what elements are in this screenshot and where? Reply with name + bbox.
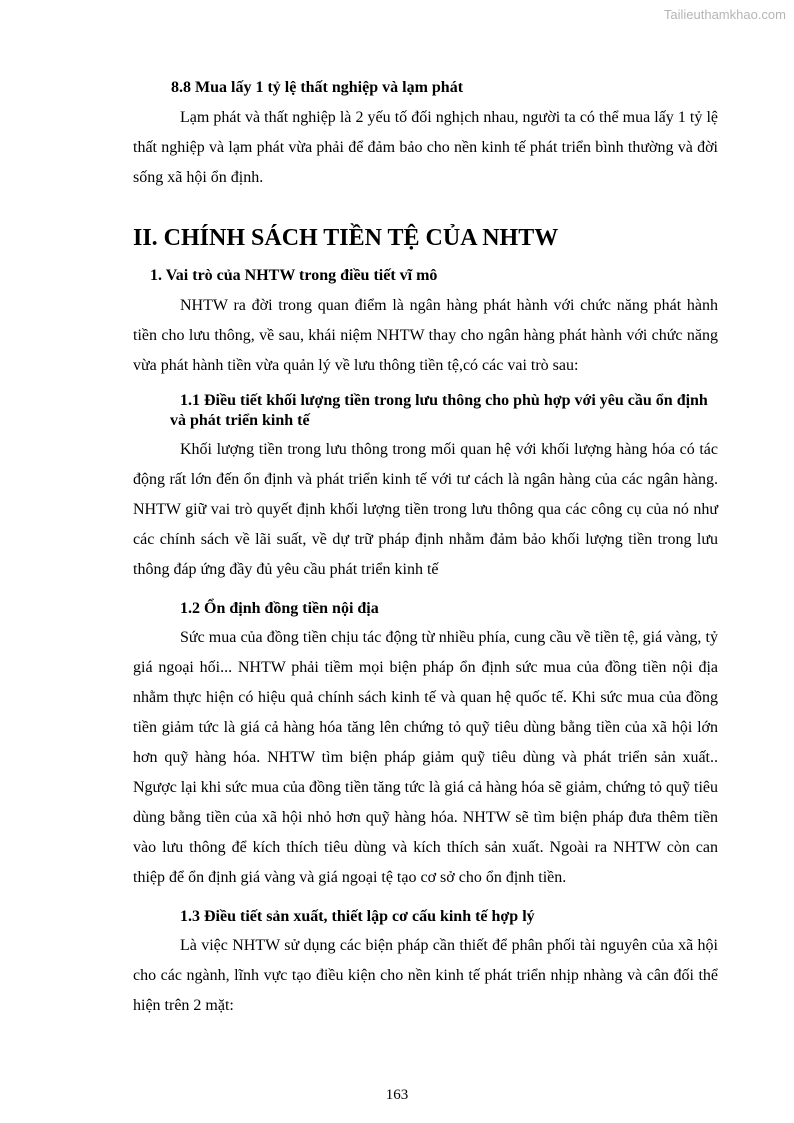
watermark: Tailieuthamkhao.com: [663, 7, 786, 22]
page-number: 163: [385, 1087, 409, 1103]
section-1-heading: 1. Vai trò của NHTW trong điều tiết vĩ mô: [150, 267, 438, 284]
section-8-8-heading: 8.8 Mua lấy 1 tỷ lệ thất nghiệp và lạm phát: [171, 79, 464, 96]
page-content: [133, 78, 718, 1021]
section-1-3-heading: 1.3 Điều tiết sản xuất, thiết lập cơ cấu kinh tế hợp lý: [180, 908, 535, 925]
section-1-2-paragraph: Sức mua của đồng tiền chịu tác động từ nhiều phía, cung cầu về tiền tệ, giá vàng, tỷ giá ngoại hối... NHTW phải tiềm mọi biện pháp ổn định sức mua của đồng tiền nội địa nhằm thực hiện có hiệu quả chính sách kinh tế và quan hệ quốc tế. Khi sức mua của đồng tiền giảm tức là giá cả hàng hóa tăng lên chứng tỏ quỹ tiêu dùng bằng tiền của xã hội lớn hơn quỹ hàng hóa. NHTW tìm biện pháp giảm quỹ tiêu dùng và phát triển sản xuất.. Ngược lại khi sức mua của đồng tiền tăng tức là giá cả hàng hóa sẽ giảm, chứng tỏ quỹ tiêu dùng bằng tiền của xã hội nhỏ hơn quỹ hàng hóa. NHTW sẽ tìm biện pháp đưa thêm tiền vào lưu thông để kích thích tiêu dùng và kích thích sản xuất. Ngoài ra NHTW còn can thiệp để ổn định giá vàng và giá ngoại tệ tạo cơ sở cho ổn định tiền.: [133, 629, 718, 886]
section-8-8-paragraph: Lạm phát và thất nghiệp là 2 yếu tố đối nghịch nhau, người ta có thể mua lấy 1 tỷ lệ thất nghiệp và lạm phát vừa phải để đảm bảo cho nền kinh tế phát triển bình thường và đời sống xã hội ổn định.: [133, 109, 718, 186]
section-1-2-heading: 1.2 Ổn định đồng tiền nội địa: [180, 600, 379, 617]
section-1-1-paragraph: Khối lượng tiền trong lưu thông trong mối quan hệ với khối lượng hàng hóa có tác động rất lớn đến ổn định và phát triển kinh tế với tư cách là ngân hàng của các ngân hàng. NHTW giữ vai trò quyết định khối lượng tiền trong lưu thông qua các công cụ của nó như các chính sách về lãi suất, về dự trữ pháp định nhằm đảm bảo khối lượng tiền trong lưu thông đáp ứng đầy đủ yêu cầu phát triển kinh tế: [133, 441, 718, 578]
section-1-3-paragraph: Là việc NHTW sử dụng các biện pháp cần thiết để phân phối tài nguyên của xã hội cho các ngành, lĩnh vực tạo điều kiện cho nền kinh tế phát triển nhịp nhàng và cân đối thể hiện trên 2 mặt:: [133, 937, 718, 1014]
chapter-heading: II. CHÍNH SÁCH TIỀN TỆ CỦA NHTW: [133, 225, 559, 251]
section-1-1-heading: 1.1 Điều tiết khối lượng tiền trong lưu thông cho phù hợp với yêu cầu ổn định và phát triển kinh tế: [170, 392, 708, 429]
section-1-paragraph: NHTW ra đời trong quan điểm là ngân hàng phát hành với chức năng phát hành tiền cho lưu thông, về sau, khái niệm NHTW thay cho ngân hàng phát hành với chức năng vừa phát hành tiền vừa quản lý về lưu thông tiền tệ,có các vai trò sau:: [133, 297, 718, 374]
